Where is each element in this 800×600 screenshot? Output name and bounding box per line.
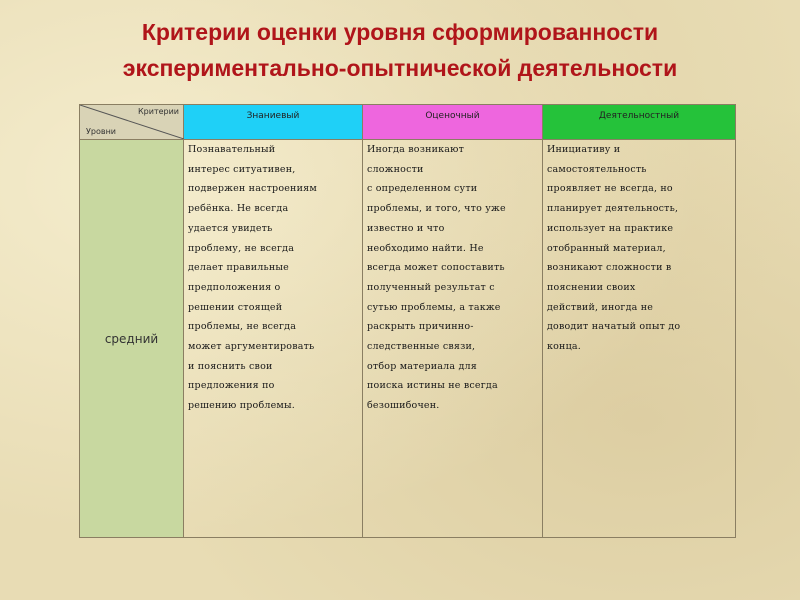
evaluative-cell — [363, 140, 543, 538]
cell-text-line: известно и что — [367, 222, 445, 234]
column-header-evaluative — [363, 105, 543, 140]
cell-text-line: необходимо найти. Не — [367, 242, 484, 254]
cell-text-line: проблему, не всегда — [188, 242, 295, 254]
table-row — [80, 140, 736, 538]
cell-text-line: отобранный материал, — [547, 242, 666, 254]
corner-criteria-label: Критерии — [137, 107, 179, 116]
cell-text-line: Инициативу и — [547, 144, 621, 155]
title-line-1: Критерии оценки уровня сформированности — [141, 19, 659, 45]
cell-text-line: безошибочен. — [367, 400, 440, 412]
cell-text-line: сутью проблемы, а также — [367, 301, 501, 313]
cell-text-line: действий, иногда не — [547, 301, 654, 313]
cell-text-line: пояснении своих — [547, 281, 636, 293]
cell-text-line: отбор материала для — [367, 360, 477, 372]
slide-title — [0, 14, 800, 86]
cell-text-line: решению проблемы. — [188, 400, 295, 412]
column-header-knowledge — [184, 105, 363, 140]
corner-levels-label: Уровни — [86, 127, 116, 136]
corner-cell — [80, 105, 184, 140]
cell-text-line: Познавательный — [188, 144, 276, 155]
cell-text-line: подвержен настроениям — [188, 183, 317, 195]
cell-text-line: с определенном сути — [367, 183, 478, 195]
cell-text-line: возникают сложности в — [547, 262, 672, 274]
cell-text-line: делает правильные — [188, 262, 289, 274]
knowledge-cell — [184, 140, 363, 538]
cell-text-line: может аргументировать — [188, 341, 315, 353]
cell-text-line: проявляет не всегда, но — [547, 183, 673, 195]
activity-cell — [543, 140, 736, 538]
cell-text-line: ребёнка. Не всегда — [188, 203, 289, 215]
cell-text-line: поиска истины не всегда — [367, 380, 498, 392]
criteria-table — [79, 104, 736, 538]
cell-text-line: всегда может сопоставить — [367, 262, 505, 274]
cell-text-line: конца. — [547, 341, 581, 353]
column-header-label: Деятельностный — [598, 111, 680, 121]
cell-text-line: доводит начатый опыт до — [547, 321, 681, 333]
cell-text-line: планирует деятельность, — [547, 203, 679, 215]
cell-text-line: предложения по — [188, 380, 275, 392]
cell-text-line: сложности — [367, 163, 424, 175]
cell-text-line: полученный результат с — [367, 281, 495, 293]
level-cell: средний — [80, 140, 184, 538]
cell-text-line: интерес ситуативен, — [188, 163, 296, 175]
column-header-label: Знаниевый — [246, 111, 300, 121]
cell-text-line: предположения о — [188, 281, 281, 293]
table-header-row — [80, 105, 736, 140]
cell-text-line: следственные связи, — [367, 341, 476, 353]
cell-text-line: самостоятельность — [547, 163, 647, 175]
cell-text-line: раскрыть причинно- — [367, 321, 474, 333]
cell-text-line: решении стоящей — [188, 301, 283, 313]
cell-text-line: проблемы, и того, что уже — [367, 203, 506, 215]
cell-text-line: удается увидеть — [188, 222, 273, 234]
cell-text-line: Иногда возникают — [367, 144, 465, 155]
cell-text-line: проблемы, не всегда — [188, 321, 297, 333]
column-header-label: Оценочный — [425, 111, 480, 121]
title-line-2: экспериментально-опытнической деятельности — [122, 55, 678, 81]
cell-text-line: и пояснить свои — [188, 360, 273, 372]
column-header-activity — [543, 105, 736, 140]
cell-text-line: использует на практике — [547, 222, 674, 234]
